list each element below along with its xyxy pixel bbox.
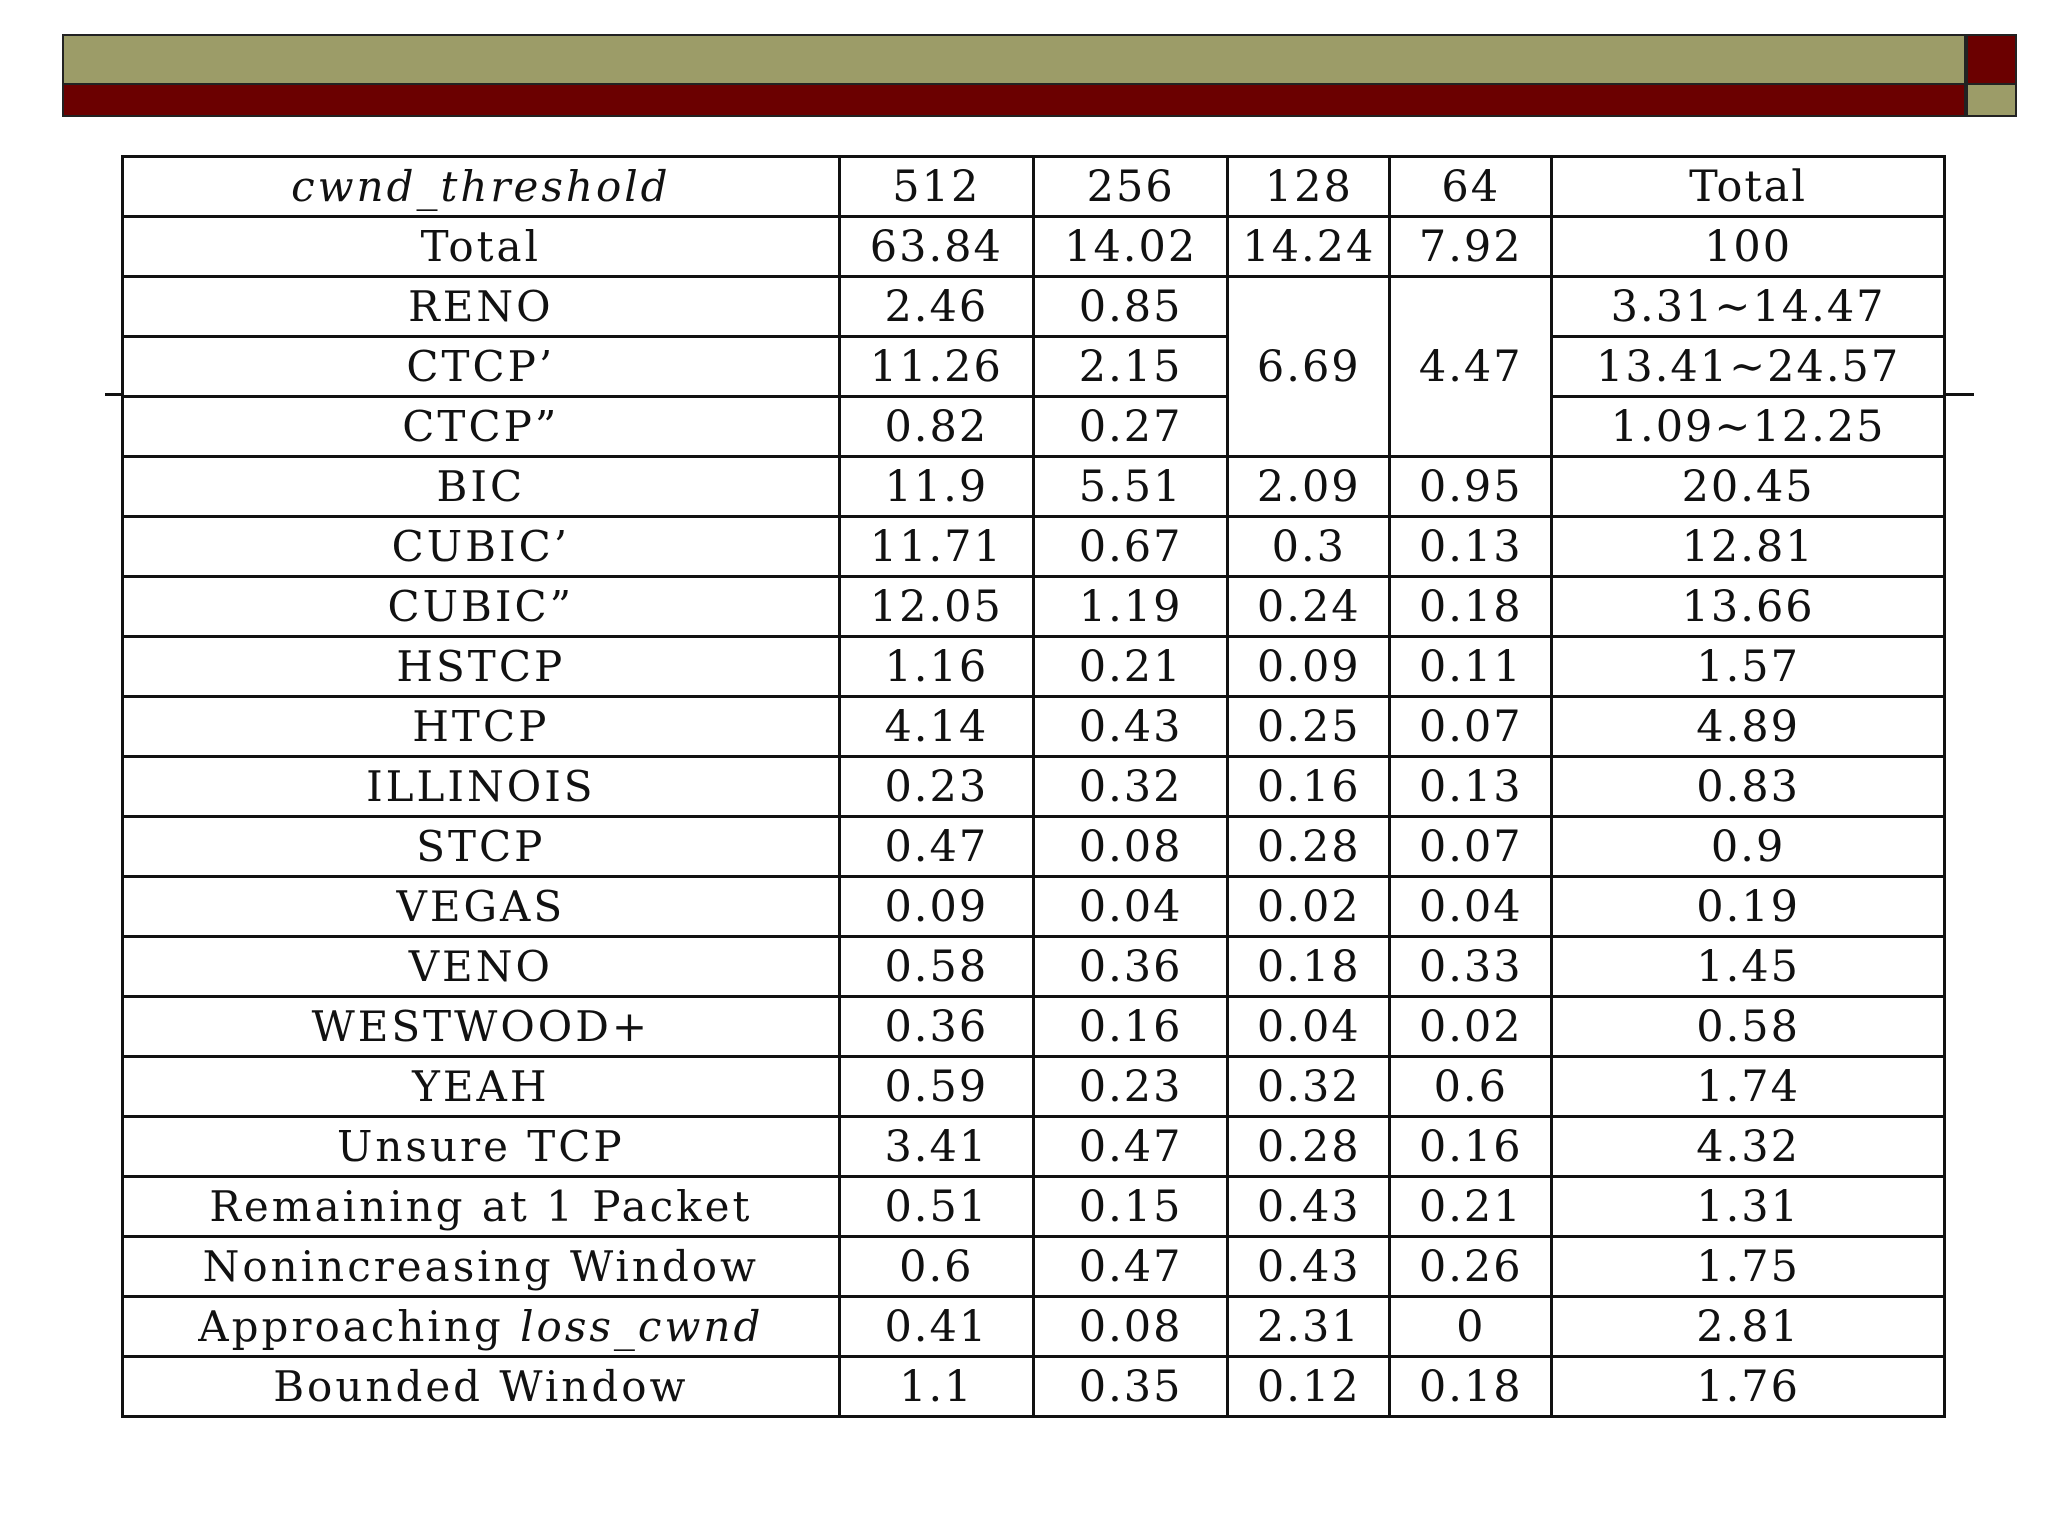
tcp-distribution-table	[121, 155, 1946, 1418]
row-label: HSTCP	[123, 637, 840, 697]
table-cell: 1.76	[1552, 1357, 1945, 1417]
table-cell: 1.57	[1552, 637, 1945, 697]
table-cell: 0.3	[1228, 517, 1390, 577]
column-header-64: 64	[1390, 157, 1552, 217]
table-row	[123, 397, 1945, 457]
table-cell: 0.28	[1228, 817, 1390, 877]
table-cell: 4.89	[1552, 697, 1945, 757]
column-header-256: 256	[1033, 157, 1227, 217]
table-cell: 2.81	[1552, 1297, 1945, 1357]
table-cell: 0.23	[1033, 1057, 1227, 1117]
table-cell: 0.21	[1033, 637, 1227, 697]
table-cell: 0.28	[1228, 1117, 1390, 1177]
row-label: RENO	[123, 277, 840, 337]
row-label: Nonincreasing Window	[123, 1237, 840, 1297]
row-label: CUBIC”	[123, 577, 840, 637]
row-label: YEAH	[123, 1057, 840, 1117]
table-body	[123, 157, 1945, 1417]
table-cell: 0.83	[1552, 757, 1945, 817]
table-cell: 3.41	[839, 1117, 1033, 1177]
table-cell: 0.58	[839, 937, 1033, 997]
table-cell: 4.14	[839, 697, 1033, 757]
header-corner-square-lower	[1966, 85, 2017, 117]
table-cell: 1.19	[1033, 577, 1227, 637]
table-cell: 0.07	[1390, 697, 1552, 757]
table-cell: 1.1	[839, 1357, 1033, 1417]
row-label: Bounded Window	[123, 1357, 840, 1417]
table-row	[123, 997, 1945, 1057]
table-cell: 0.43	[1228, 1237, 1390, 1297]
table-cell: 0.32	[1033, 757, 1227, 817]
table-cell: 0.25	[1228, 697, 1390, 757]
table-row	[123, 577, 1945, 637]
table-cell: 0.47	[1033, 1237, 1227, 1297]
table-cell: 0.09	[839, 877, 1033, 937]
row-label: WESTWOOD+	[123, 997, 840, 1057]
row-label: ILLINOIS	[123, 757, 840, 817]
table-cell: 0.16	[1033, 997, 1227, 1057]
table-row	[123, 1117, 1945, 1177]
table-row	[123, 1237, 1945, 1297]
merged-cell-128: 6.69	[1228, 277, 1390, 457]
table-cell: 0.51	[839, 1177, 1033, 1237]
table-cell: 12.81	[1552, 517, 1945, 577]
column-header-128: 128	[1228, 157, 1390, 217]
table-cell: 1.74	[1552, 1057, 1945, 1117]
table-cell: 2.31	[1228, 1297, 1390, 1357]
table-cell: 3.31∼14.47	[1552, 277, 1945, 337]
row-label: CTCP”	[123, 397, 840, 457]
table-cell: 0.95	[1390, 457, 1552, 517]
column-header-total: Total	[1552, 157, 1945, 217]
table-row	[123, 1177, 1945, 1237]
header-corner-square	[1966, 34, 2017, 85]
table-cell: 0.47	[1033, 1117, 1227, 1177]
table-cell: 0.32	[1228, 1057, 1390, 1117]
row-label-prefix: Approaching	[198, 1302, 504, 1351]
header-row	[123, 157, 1945, 217]
table-cell: 13.41∼24.57	[1552, 337, 1945, 397]
table-cell: 0.18	[1390, 1357, 1552, 1417]
table-cell: 0.09	[1228, 637, 1390, 697]
table-cell: 1.16	[839, 637, 1033, 697]
table-cell: 0.26	[1390, 1237, 1552, 1297]
table-cell: 0.85	[1033, 277, 1227, 337]
table-cell: 1.75	[1552, 1237, 1945, 1297]
table-cell: 0.19	[1552, 877, 1945, 937]
table-cell: 0.08	[1033, 817, 1227, 877]
table-cell: 0.59	[839, 1057, 1033, 1117]
row-label: STCP	[123, 817, 840, 877]
table-row	[123, 1057, 1945, 1117]
row-label: Remaining at 1 Packet	[123, 1177, 840, 1237]
table-cell: 0.6	[1390, 1057, 1552, 1117]
table-cell: 0	[1390, 1297, 1552, 1357]
table-row	[123, 517, 1945, 577]
table-cell: 11.71	[839, 517, 1033, 577]
row-label: HTCP	[123, 697, 840, 757]
table-row	[123, 697, 1945, 757]
threshold-header-label: cwnd_threshold	[123, 157, 840, 217]
table-row	[123, 877, 1945, 937]
table-cell: 0.21	[1390, 1177, 1552, 1237]
table-row	[123, 757, 1945, 817]
table-cell: 2.15	[1033, 337, 1227, 397]
row-label	[123, 1297, 840, 1357]
table-cell: 0.13	[1390, 517, 1552, 577]
table-cell: 0.82	[839, 397, 1033, 457]
table-cell: 0.47	[839, 817, 1033, 877]
table-row	[123, 637, 1945, 697]
table-cell: 0.07	[1390, 817, 1552, 877]
total-row	[123, 217, 1945, 277]
table-cell: 0.67	[1033, 517, 1227, 577]
table-cell: 0.43	[1033, 697, 1227, 757]
row-label: VENO	[123, 937, 840, 997]
table-cell: 0.36	[839, 997, 1033, 1057]
row-label: CTCP’	[123, 337, 840, 397]
slide-header-stripe	[62, 85, 1966, 117]
table-row	[123, 277, 1945, 337]
table-cell: 0.04	[1033, 877, 1227, 937]
table-cell: 0.23	[839, 757, 1033, 817]
table-row	[123, 337, 1945, 397]
table-cell: 2.46	[839, 277, 1033, 337]
table-cell: 0.08	[1033, 1297, 1227, 1357]
table-cell: 20.45	[1552, 457, 1945, 517]
table-cell: 0.6	[839, 1237, 1033, 1297]
table-row	[123, 1297, 1945, 1357]
table-cell: 0.11	[1390, 637, 1552, 697]
right-rule-mark	[1944, 393, 1974, 396]
table-cell: 14.02	[1033, 217, 1227, 277]
table-cell: 0.18	[1228, 937, 1390, 997]
table-cell: 11.26	[839, 337, 1033, 397]
table-cell: 1.09∼12.25	[1552, 397, 1945, 457]
table-cell: 0.9	[1552, 817, 1945, 877]
table-cell: 0.04	[1228, 997, 1390, 1057]
table-cell: 11.9	[839, 457, 1033, 517]
table-cell: 1.45	[1552, 937, 1945, 997]
table-row	[123, 457, 1945, 517]
table-row	[123, 1357, 1945, 1417]
table-cell: 14.24	[1228, 217, 1390, 277]
row-label: Unsure TCP	[123, 1117, 840, 1177]
table-cell: 12.05	[839, 577, 1033, 637]
merged-cell-64: 4.47	[1390, 277, 1552, 457]
table-cell: 0.35	[1033, 1357, 1227, 1417]
table-row	[123, 937, 1945, 997]
row-label: BIC	[123, 457, 840, 517]
table-cell: 1.31	[1552, 1177, 1945, 1237]
table-cell: 0.15	[1033, 1177, 1227, 1237]
row-label-italic: loss_cwnd	[520, 1302, 764, 1351]
table-cell: 0.24	[1228, 577, 1390, 637]
row-label: Total	[123, 217, 840, 277]
column-header-512: 512	[839, 157, 1033, 217]
table-cell: 0.36	[1033, 937, 1227, 997]
table-cell: 0.27	[1033, 397, 1227, 457]
table-cell: 0.16	[1390, 1117, 1552, 1177]
table-cell: 0.18	[1390, 577, 1552, 637]
table-cell: 63.84	[839, 217, 1033, 277]
table-cell: 0.12	[1228, 1357, 1390, 1417]
table-cell: 0.58	[1552, 997, 1945, 1057]
table-cell: 4.32	[1552, 1117, 1945, 1177]
table-cell: 0.02	[1390, 997, 1552, 1057]
table-cell: 0.33	[1390, 937, 1552, 997]
row-label: CUBIC’	[123, 517, 840, 577]
table-cell: 0.02	[1228, 877, 1390, 937]
table-cell: 13.66	[1552, 577, 1945, 637]
table-cell: 0.16	[1228, 757, 1390, 817]
table-cell: 0.13	[1390, 757, 1552, 817]
table-cell: 0.41	[839, 1297, 1033, 1357]
table-cell: 0.04	[1390, 877, 1552, 937]
table-cell: 7.92	[1390, 217, 1552, 277]
table-cell: 0.43	[1228, 1177, 1390, 1237]
table-cell: 5.51	[1033, 457, 1227, 517]
slide-header-bar	[62, 34, 1966, 85]
table-row	[123, 817, 1945, 877]
table-cell: 2.09	[1228, 457, 1390, 517]
row-label: VEGAS	[123, 877, 840, 937]
table-cell: 100	[1552, 217, 1945, 277]
